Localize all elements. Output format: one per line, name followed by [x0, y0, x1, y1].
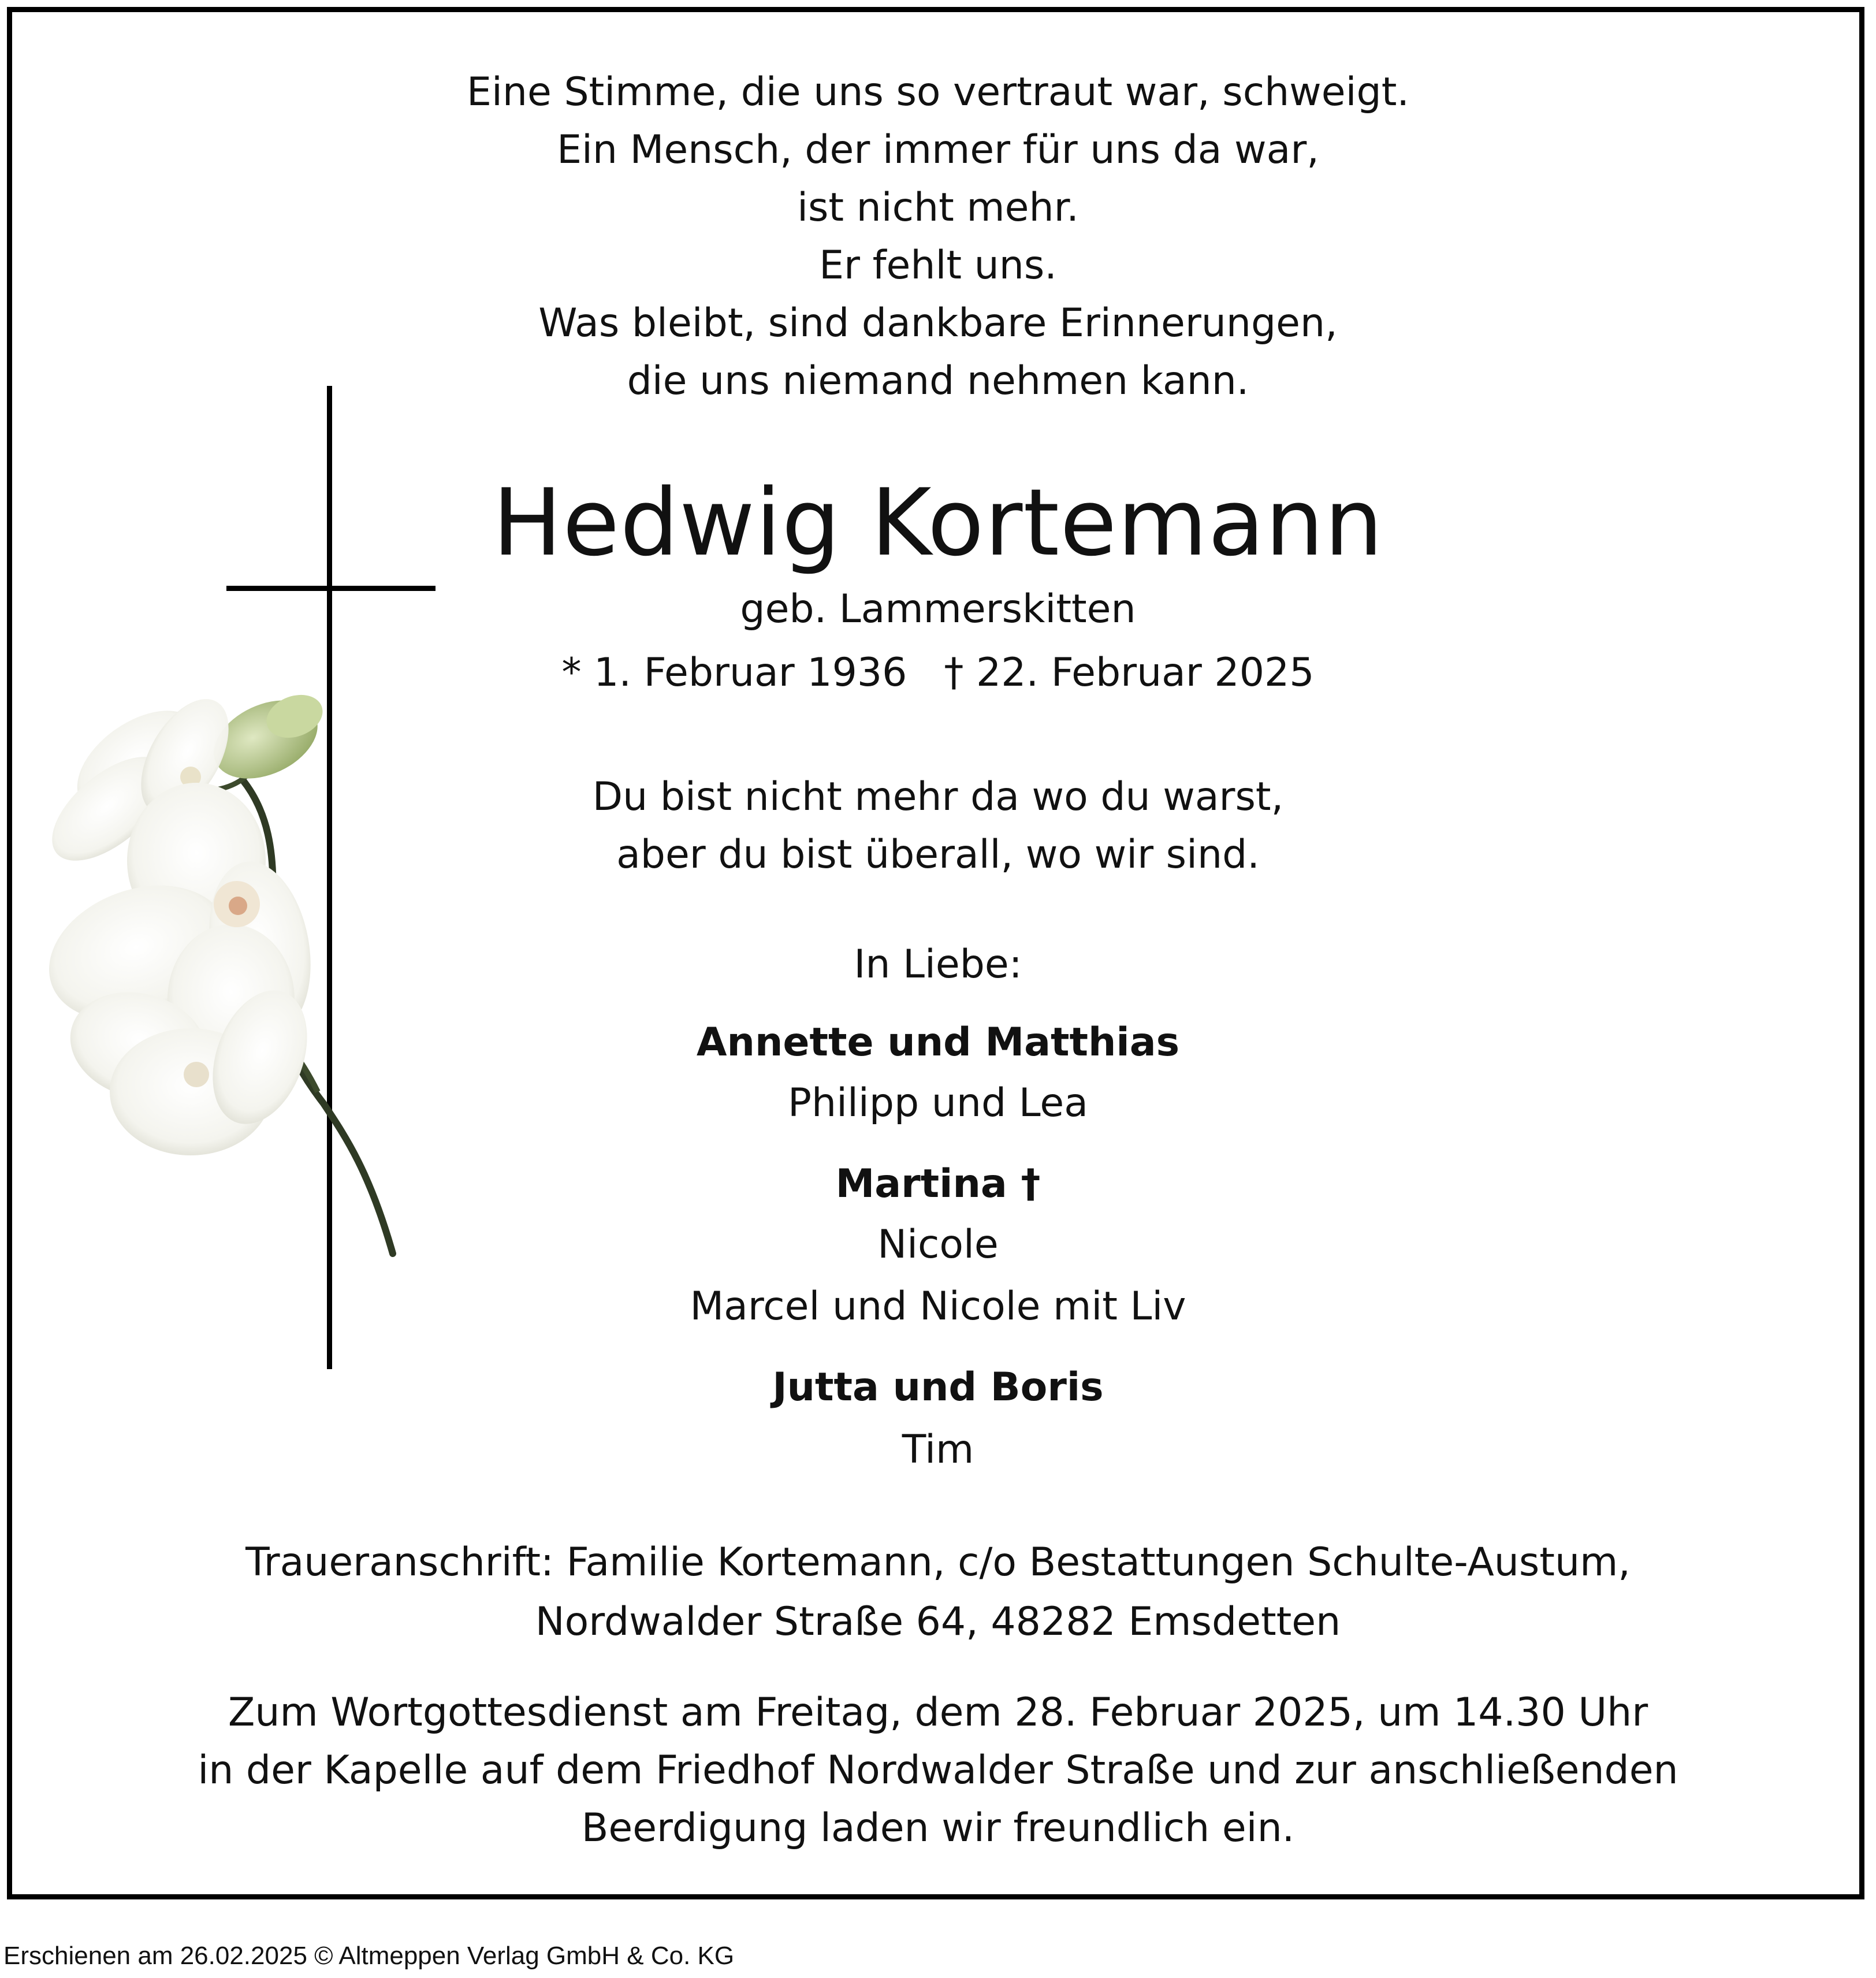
poem-middle-line: aber du bist überall, wo wir sind. — [616, 832, 1260, 878]
birth-name: geb. Lammerskitten — [740, 586, 1136, 632]
deceased-name: Hedwig Kortemann — [492, 469, 1384, 577]
poem-top-line: Was bleibt, sind dankbare Erinnerungen, — [538, 300, 1338, 346]
address-line: Traueranschrift: Familie Kortemann, c/o Bestattungen Schulte-Austum, — [245, 1540, 1631, 1585]
poem-top-line: die uns niemand nehmen kann. — [627, 358, 1249, 404]
address-line: Nordwalder Straße 64, 48282 Emsdetten — [535, 1599, 1341, 1645]
mourner-head: Martina † — [835, 1161, 1041, 1207]
service-line: Beerdigung laden wir freundlich ein. — [581, 1805, 1295, 1851]
mourner-head: Annette und Matthias — [696, 1020, 1180, 1065]
publication-footer: Erschienen am 26.02.2025 © Altmeppen Verlag GmbH & Co. KG — [3, 1942, 735, 1970]
mourner-head: Jutta und Boris — [772, 1364, 1104, 1410]
poem-top-line: Eine Stimme, die uns so vertraut war, schweigt. — [467, 69, 1409, 115]
in-love-label: In Liebe: — [854, 942, 1022, 987]
service-line: in der Kapelle auf dem Friedhof Nordwalder Straße und zur anschließenden — [198, 1748, 1678, 1793]
death-date: † 22. Februar 2025 — [944, 650, 1315, 696]
poem-top-line: ist nicht mehr. — [797, 185, 1079, 230]
service-line: Zum Wortgottesdienst am Freitag, dem 28. Februar 2025, um 14.30 Uhr — [228, 1690, 1648, 1735]
poem-middle-line: Du bist nicht mehr da wo du warst, — [592, 774, 1284, 820]
mourner-member: Nicole — [877, 1222, 999, 1267]
mourner-member: Philipp und Lea — [788, 1080, 1088, 1126]
mourner-member: Marcel und Nicole mit Liv — [690, 1284, 1186, 1329]
poem-top-line: Er fehlt uns. — [819, 243, 1057, 288]
birth-date: * 1. Februar 1936 — [561, 650, 907, 696]
life-dates — [0, 644, 1876, 702]
mourner-member: Tim — [902, 1427, 974, 1473]
poem-top-line: Ein Mensch, der immer für uns da war, — [557, 127, 1319, 173]
